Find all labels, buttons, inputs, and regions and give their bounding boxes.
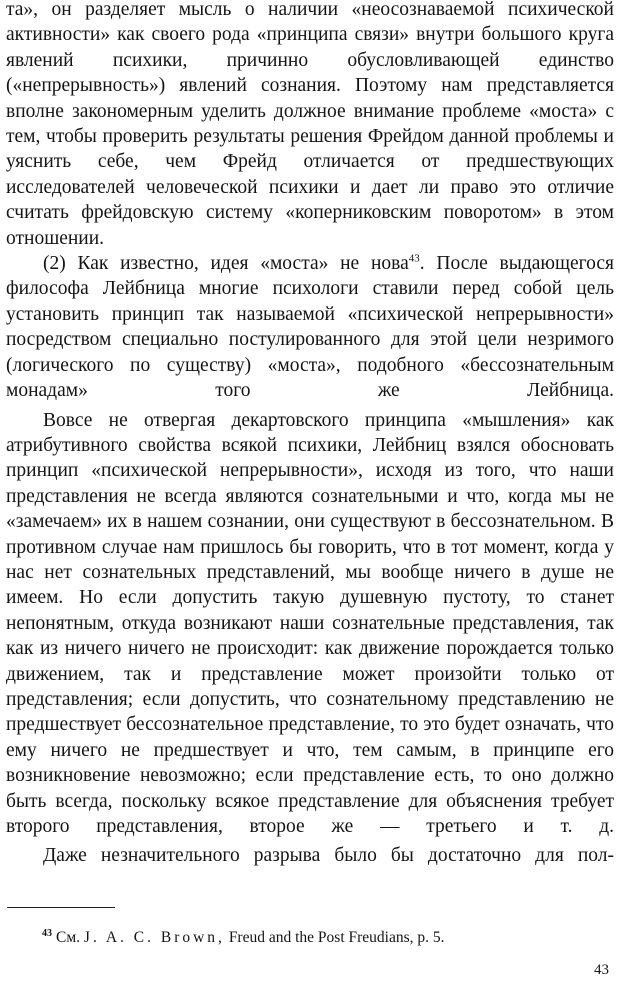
paragraph-bridge-text-start: (2) Как известно, идея «моста» не нова [43,253,409,275]
footnote-author: J. A. C. Brown, [83,929,225,946]
footnote-reference: 43 [408,252,420,265]
paragraph-bridge-text-end: . После выдающегося философа Лейбница многие психологи ставили перед собой цель установить принцип так называемой «психической непрерывности» посредством специально постулированного для этой цели незримого (логического по существу) «моста», подобного «бессознательным монадам» того же Лейбница. [6,253,615,402]
paragraph-bridge-idea [6,251,614,403]
paragraph-continued: Даже незначительного разрыва было бы достаточно для пол- [43,845,614,867]
footnote-separator [7,907,115,908]
paragraph-continuation: та», он разделяет мысль о наличии «неосознаваемой психической активности» как своего рода «принципа связи» внутри большого круга явлений психики, причинно обусловливающей единство («непрерывность») явлений сознания. Поэтому нам представляется вполне закономерным уделить должное внимание проблеме «моста» с тем, чтобы проверить результаты решения Фрейдом данной проблемы и уяснить себе, чем Фрейд отличается от предшествующих исследователей человеческой психики и дает ли право это отличие считать фрейдовскую систему «коперниковским поворотом» в этом отношении. [6,0,614,249]
footnote [42,928,602,948]
main-text [6,0,614,869]
paragraph-leibniz: Вовсе не отвергая декартовского принципа «мышления» как атрибутивного свойства всякой психики, Лейбниц взялся обосновать принцип «психической непрерывности», исходя из того, что наши представления не всегда являются сознательными и что, когда мы не «замечаем» их в нашем сознании, они существуют в бессознательном. В противном случае нам пришлось бы говорить, что в тот момент, когда у нас нет сознательных представлений, мы вообще ничего в душе не имеем. Но если допустить такую душевную пустоту, то станет непонятным, откуда возникают наши сознательные представления, так как из ничего ничего не происходит: как движение порождается только движением, так и представление может произойти только от представления; если допустить, что сознательному представлению не предшествует бессознательное представление, то это будет означать, что ему ничего не предшествует и что, тем самым, в принципе его возникновение невозможно; если представление есть, то оно должно быть всегда, поскольку всякое представление для объяснения требует второго представления, второе же — третьего и т. д. [6,409,614,837]
footnote-number: 43 [42,927,52,939]
footnote-title: Freud and the Post Freudians, p. 5. [228,929,445,946]
footnote-prefix: См. [56,929,81,946]
page-number: 43 [594,962,609,978]
